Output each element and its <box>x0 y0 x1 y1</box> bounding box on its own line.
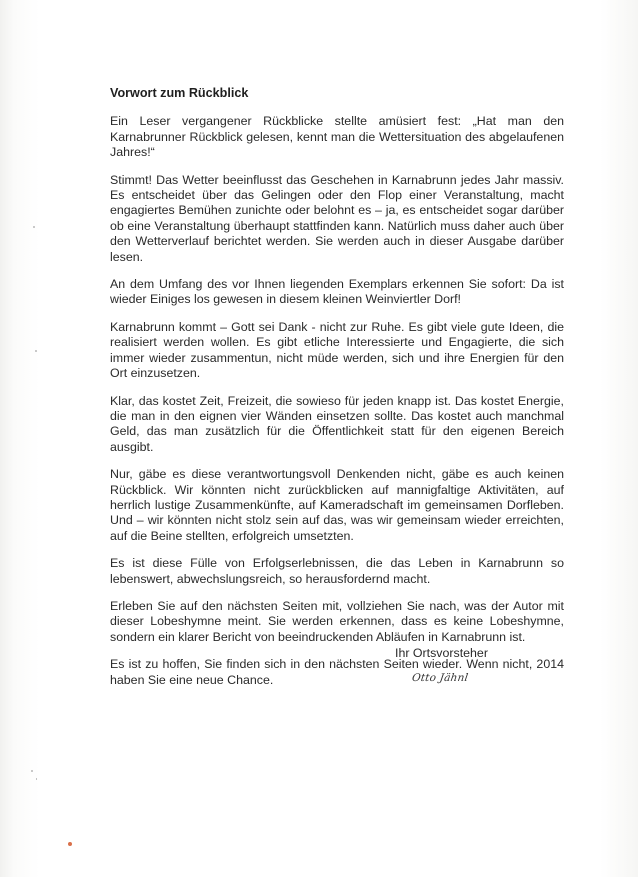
paragraph: Nur, gäbe es diese verantwortungsvoll Denkenden nicht, gäbe es auch keinen Rückblick. Wir könnten nicht zurückblicken auf mannigfaltige Aktivitäten, auf herrlich lustige Zusammenkünfte, auf Kameradschaft im gemeinsamen Dorfleben. Und – wir könnten nicht stolz sein auf das, was wir gemeinsam wieder erreichten, auf die Beine stellten, erfolgreich umsetzten. <box>110 467 564 543</box>
paragraph: Karnabrunn kommt – Gott sei Dank - nicht zur Ruhe. Es gibt viele gute Ideen, die realisiert werden wollen. Es gibt etliche Interessierte und Engagierte, die sich immer wieder zusammentun, nicht müde werden, sich und ihre Energien für den Ort einzusetzen. <box>110 319 564 381</box>
scan-mark <box>68 842 72 846</box>
paragraph: Es ist diese Fülle von Erfolgserlebnissen, die das Leben in Karnabrunn so lebenswert, abwechslungsreich, so herausfordernd macht. <box>110 556 564 586</box>
paragraph: An dem Umfang des vor Ihnen liegenden Exemplars erkennen Sie sofort: Da ist wieder Einiges los gewesen in diesem kleinen Weinviertler Dorf! <box>110 277 564 307</box>
page-title: Vorwort zum Rückblick <box>110 86 249 100</box>
closing-line: Ihr Ortsvorsteher <box>395 646 488 660</box>
paragraph: Es ist zu hoffen, Sie finden sich in den nächsten Seiten wieder. Wenn nicht, 2014 haben Sie eine neue Chance. <box>110 657 564 687</box>
preface-text-block <box>110 86 564 700</box>
paragraph: Ein Leser vergangener Rückblicke stellte amüsiert fest: „Hat man den Karnabrunner Rückblick gelesen, kennt man die Wettersituation des abgelaufenen Jahres!“ <box>110 114 564 160</box>
paragraph: Erleben Sie auf den nächsten Seiten mit, vollziehen Sie nach, was der Autor mit dieser Lobeshymne meint. Sie werden erkennen, dass es keine Lobeshymne, sondern ein klarer Bericht von beeindruckenden Abläufen in Karnabrunn ist. <box>110 598 564 644</box>
paragraph: Stimmt! Das Wetter beeinflusst das Geschehen in Karnabrunn jedes Jahr massiv. Es entscheidet über das Gelingen oder den Flop einer Veranstaltung, macht engagiertes Bemühen zunichte oder belohnt es – ja, es entscheidet sogar darüber ob eine Veranstaltung überhaupt stattfinden kann. Natürlich muss daher auch über den Wetterverlauf berichtet werden. Sie werden auch in dieser Ausgabe darüber lesen. <box>110 172 564 264</box>
paragraph: Klar, das kostet Zeit, Freizeit, die sowieso für jeden knapp ist. Das kostet Energie, die man in den eignen vier Wänden einsetzen sollte. Das kostet auch manchmal Geld, das man zusätzlich für die Öffentlichkeit statt für den eigenen Bereich ausgibt. <box>110 393 564 454</box>
handwritten-signature: Otto Jähnl <box>411 672 469 684</box>
